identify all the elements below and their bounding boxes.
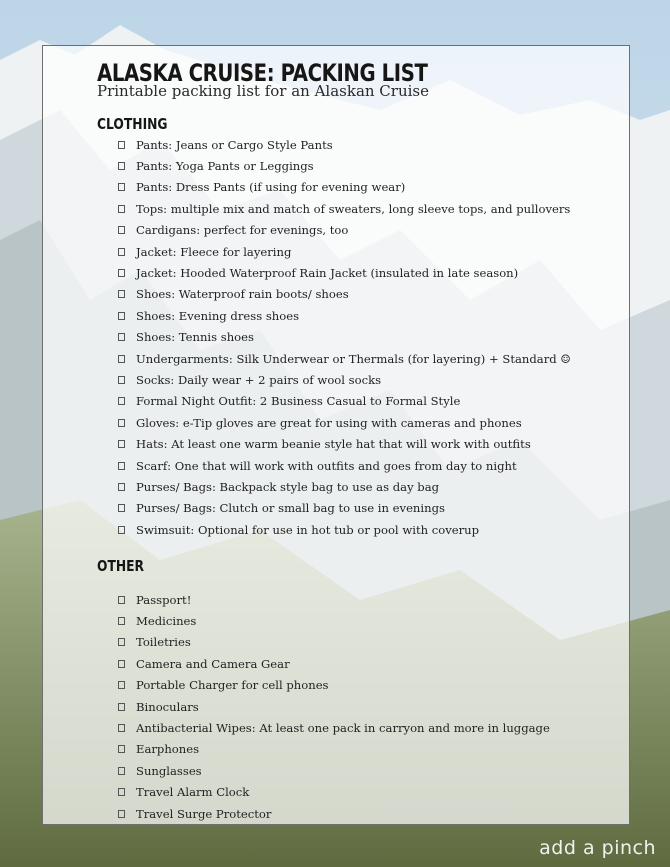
checkbox-icon[interactable] <box>118 205 125 213</box>
checkbox-icon[interactable] <box>118 269 125 277</box>
checkbox-icon[interactable] <box>118 440 125 448</box>
checkbox-icon[interactable] <box>118 638 125 646</box>
checklist-item-label: Swimsuit: Optional for use in hot tub or pool with coverup <box>136 522 480 537</box>
checklist-item-label: Pants: Dress Pants (if using for evening wear) <box>136 180 406 195</box>
checklist-item <box>118 653 550 674</box>
checklist-item-label: Sunglasses <box>136 763 202 778</box>
checkbox-icon[interactable] <box>118 355 125 363</box>
brand-watermark: add a pinch <box>539 837 656 859</box>
checklist-item-label: Toiletries <box>136 635 191 650</box>
checklist-item <box>118 632 550 653</box>
checkbox-icon[interactable] <box>118 504 125 512</box>
checklist-item <box>118 284 571 305</box>
checklist-item-label: Pants: Yoga Pants or Leggings <box>136 159 314 174</box>
checkbox-icon[interactable] <box>118 660 125 668</box>
checkbox-icon[interactable] <box>118 745 125 753</box>
checklist-item-label: Jacket: Fleece for layering <box>136 244 292 259</box>
checklist-item <box>118 177 571 198</box>
checklist-item-label: Binoculars <box>136 699 199 714</box>
checkbox-icon[interactable] <box>118 248 125 256</box>
checklist-item-label: Portable Charger for cell phones <box>136 678 329 693</box>
checklist-item <box>118 220 571 241</box>
checkbox-icon[interactable] <box>118 767 125 775</box>
section-heading-clothing: CLOTHING <box>97 115 168 133</box>
checkbox-icon[interactable] <box>118 312 125 320</box>
checklist-item-label: Scarf: One that will work with outfits and goes from day to night <box>136 458 517 473</box>
checklist-item <box>118 519 571 540</box>
checklist-item-label: Travel Surge Protector <box>136 806 272 821</box>
checkbox-icon[interactable] <box>118 333 125 341</box>
checkbox-icon[interactable] <box>118 162 125 170</box>
checklist-item <box>118 717 550 738</box>
checkbox-icon[interactable] <box>118 724 125 732</box>
checklist-item-label: Shoes: Waterproof rain boots/ shoes <box>136 287 349 302</box>
checkbox-icon[interactable] <box>118 788 125 796</box>
checklist-item-label: Passport! <box>136 592 192 607</box>
checklist-item <box>118 198 571 219</box>
checklist-item <box>118 134 571 155</box>
checklist-item-label: Cardigans: perfect for evenings, too <box>136 223 349 238</box>
checklist-item-label: Travel Alarm Clock <box>136 785 250 800</box>
checklist-item <box>118 803 550 824</box>
checkbox-icon[interactable] <box>118 183 125 191</box>
checkbox-icon[interactable] <box>118 226 125 234</box>
checkbox-icon[interactable] <box>118 376 125 384</box>
checklist-item <box>118 327 571 348</box>
checklist-item <box>118 262 571 283</box>
section-heading-other: OTHER <box>97 557 145 575</box>
checklist-item <box>118 348 571 369</box>
checklist-item <box>118 412 571 433</box>
checklist-item-label: Undergarments: Silk Underwear or Thermals (for layering) + Standard ☺ <box>136 351 571 366</box>
checklist-item <box>118 696 550 717</box>
checklist-item-label: Shoes: Tennis shoes <box>136 330 254 345</box>
packing-list-panel <box>42 45 630 825</box>
checklist-item <box>118 760 550 781</box>
checklist-item <box>118 433 571 454</box>
checkbox-icon[interactable] <box>118 462 125 470</box>
checklist-item <box>118 391 571 412</box>
checkbox-icon[interactable] <box>118 617 125 625</box>
checkbox-icon[interactable] <box>118 526 125 534</box>
checklist-item-label: Camera and Camera Gear <box>136 656 290 671</box>
checklist-item-label: Gloves: e-Tip gloves are great for using with cameras and phones <box>136 415 522 430</box>
checklist-item <box>118 782 550 803</box>
checklist-item <box>118 305 571 326</box>
checklist-item-label: Pants: Jeans or Cargo Style Pants <box>136 137 333 152</box>
checklist-item <box>118 739 550 760</box>
checklist-item-label: Earphones <box>136 742 200 757</box>
checklist-item-label: Medicines <box>136 614 197 629</box>
checkbox-icon[interactable] <box>118 810 125 818</box>
checkbox-icon[interactable] <box>118 419 125 427</box>
checklist-item-label: Shoes: Evening dress shoes <box>136 308 300 323</box>
checklist-item-label: Purses/ Bags: Backpack style bag to use as day bag <box>136 479 440 494</box>
checklist-item <box>118 455 571 476</box>
checkbox-icon[interactable] <box>118 703 125 711</box>
checkbox-icon[interactable] <box>118 397 125 405</box>
checklist-item-label: Socks: Daily wear + 2 pairs of wool socks <box>136 372 382 387</box>
checklist-item <box>118 589 550 610</box>
checkbox-icon[interactable] <box>118 483 125 491</box>
checklist-item-label: Hats: At least one warm beanie style hat that will work with outfits <box>136 437 531 452</box>
checklist-item-label: Tops: multiple mix and match of sweaters, long sleeve tops, and pullovers <box>136 201 571 216</box>
checkbox-icon[interactable] <box>118 141 125 149</box>
checkbox-icon[interactable] <box>118 596 125 604</box>
page-title: ALASKA CRUISE: PACKING LIST <box>97 59 428 87</box>
checklist-item <box>118 155 571 176</box>
checklist-item-label: Purses/ Bags: Clutch or small bag to use in evenings <box>136 501 445 516</box>
checklist-item <box>118 675 550 696</box>
page-subtitle: Printable packing list for an Alaskan Cruise <box>97 82 429 100</box>
checklist-item <box>118 476 571 497</box>
checklist-item-label: Antibacterial Wipes: At least one pack in carryon and more in luggage <box>136 721 550 736</box>
checklist-item <box>118 369 571 390</box>
clothing-list <box>118 134 571 540</box>
checklist-item-label: Formal Night Outfit: 2 Business Casual to Formal Style <box>136 394 461 409</box>
checklist-item <box>118 610 550 631</box>
checklist-item <box>118 498 571 519</box>
checkbox-icon[interactable] <box>118 681 125 689</box>
other-list <box>118 589 550 824</box>
checklist-item-label: Jacket: Hooded Waterproof Rain Jacket (insulated in late season) <box>136 266 519 281</box>
checkbox-icon[interactable] <box>118 290 125 298</box>
checklist-item <box>118 241 571 262</box>
